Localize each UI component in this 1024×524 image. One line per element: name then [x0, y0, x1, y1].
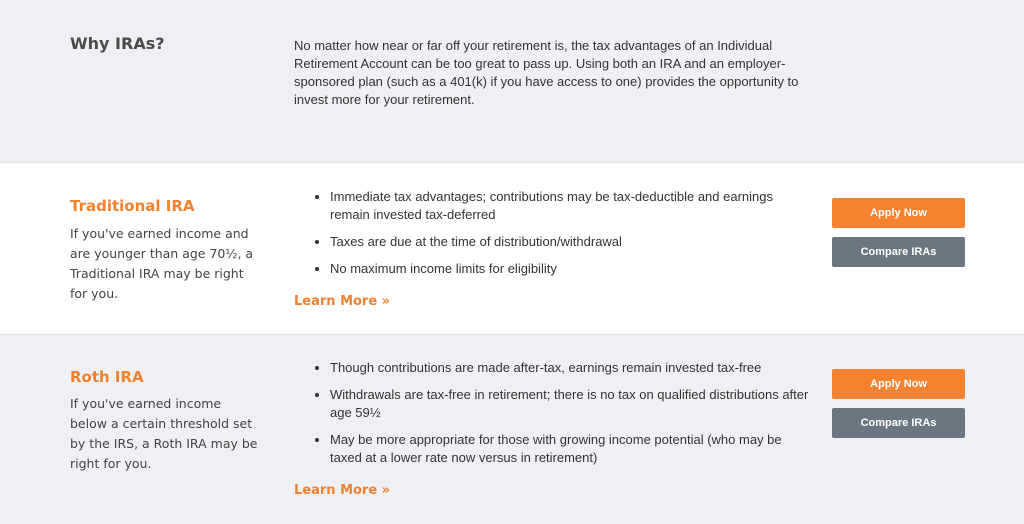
list-item: • No maximum income limits for eligibility — [330, 260, 810, 278]
roth-ira-learn-more-link[interactable]: Learn More » — [294, 483, 391, 498]
roth-ira-apply-now-button[interactable]: Apply Now — [832, 369, 965, 399]
roth-ira-description: If you've earned income below a certain threshold set by the IRS, a Roth IRA may be right for you. — [70, 396, 258, 471]
list-item: • Immediate tax advantages; contributions may be tax-deductible and earnings remain invested tax-deferred — [330, 188, 810, 224]
list-item: • Taxes are due at the time of distribution/withdrawal — [330, 233, 810, 251]
list-item: • May be more appropriate for those with growing income potential (who may be taxed at a lower rate now versus in retirement) — [330, 431, 810, 467]
traditional-ira-learn-more-link[interactable]: Learn More » — [294, 294, 391, 309]
roth-ira-compare-iras-button[interactable]: Compare IRAs — [832, 408, 965, 438]
traditional-ira-benefits-list — [312, 188, 810, 287]
traditional-ira-compare-iras-button[interactable]: Compare IRAs — [832, 237, 965, 267]
why-iras-section — [0, 0, 1024, 163]
list-item: • Withdrawals are tax-free in retirement; there is no tax on qualified distributions after age 59½ — [330, 386, 810, 422]
roth-ira-title: Roth IRA — [70, 368, 144, 386]
traditional-ira-description: If you've earned income and are younger than age 70½, a Traditional IRA may be right for you. — [70, 226, 254, 301]
roth-ira-benefits-list — [312, 359, 810, 476]
traditional-ira-title: Traditional IRA — [70, 197, 195, 215]
why-iras-text: No matter how near or far off your retirement is, the tax advantages of an Individual Retirement Account can be too great to pass up. Using both an IRA and an employer-sponsored plan (such as a 401(k) if you have access to one) provides the opportunity to invest more for your retirement. — [294, 38, 799, 107]
list-item: • Though contributions are made after-tax, earnings remain invested tax-free — [330, 359, 810, 377]
traditional-ira-apply-now-button[interactable]: Apply Now — [832, 198, 965, 228]
why-iras-heading: Why IRAs? — [70, 34, 165, 53]
